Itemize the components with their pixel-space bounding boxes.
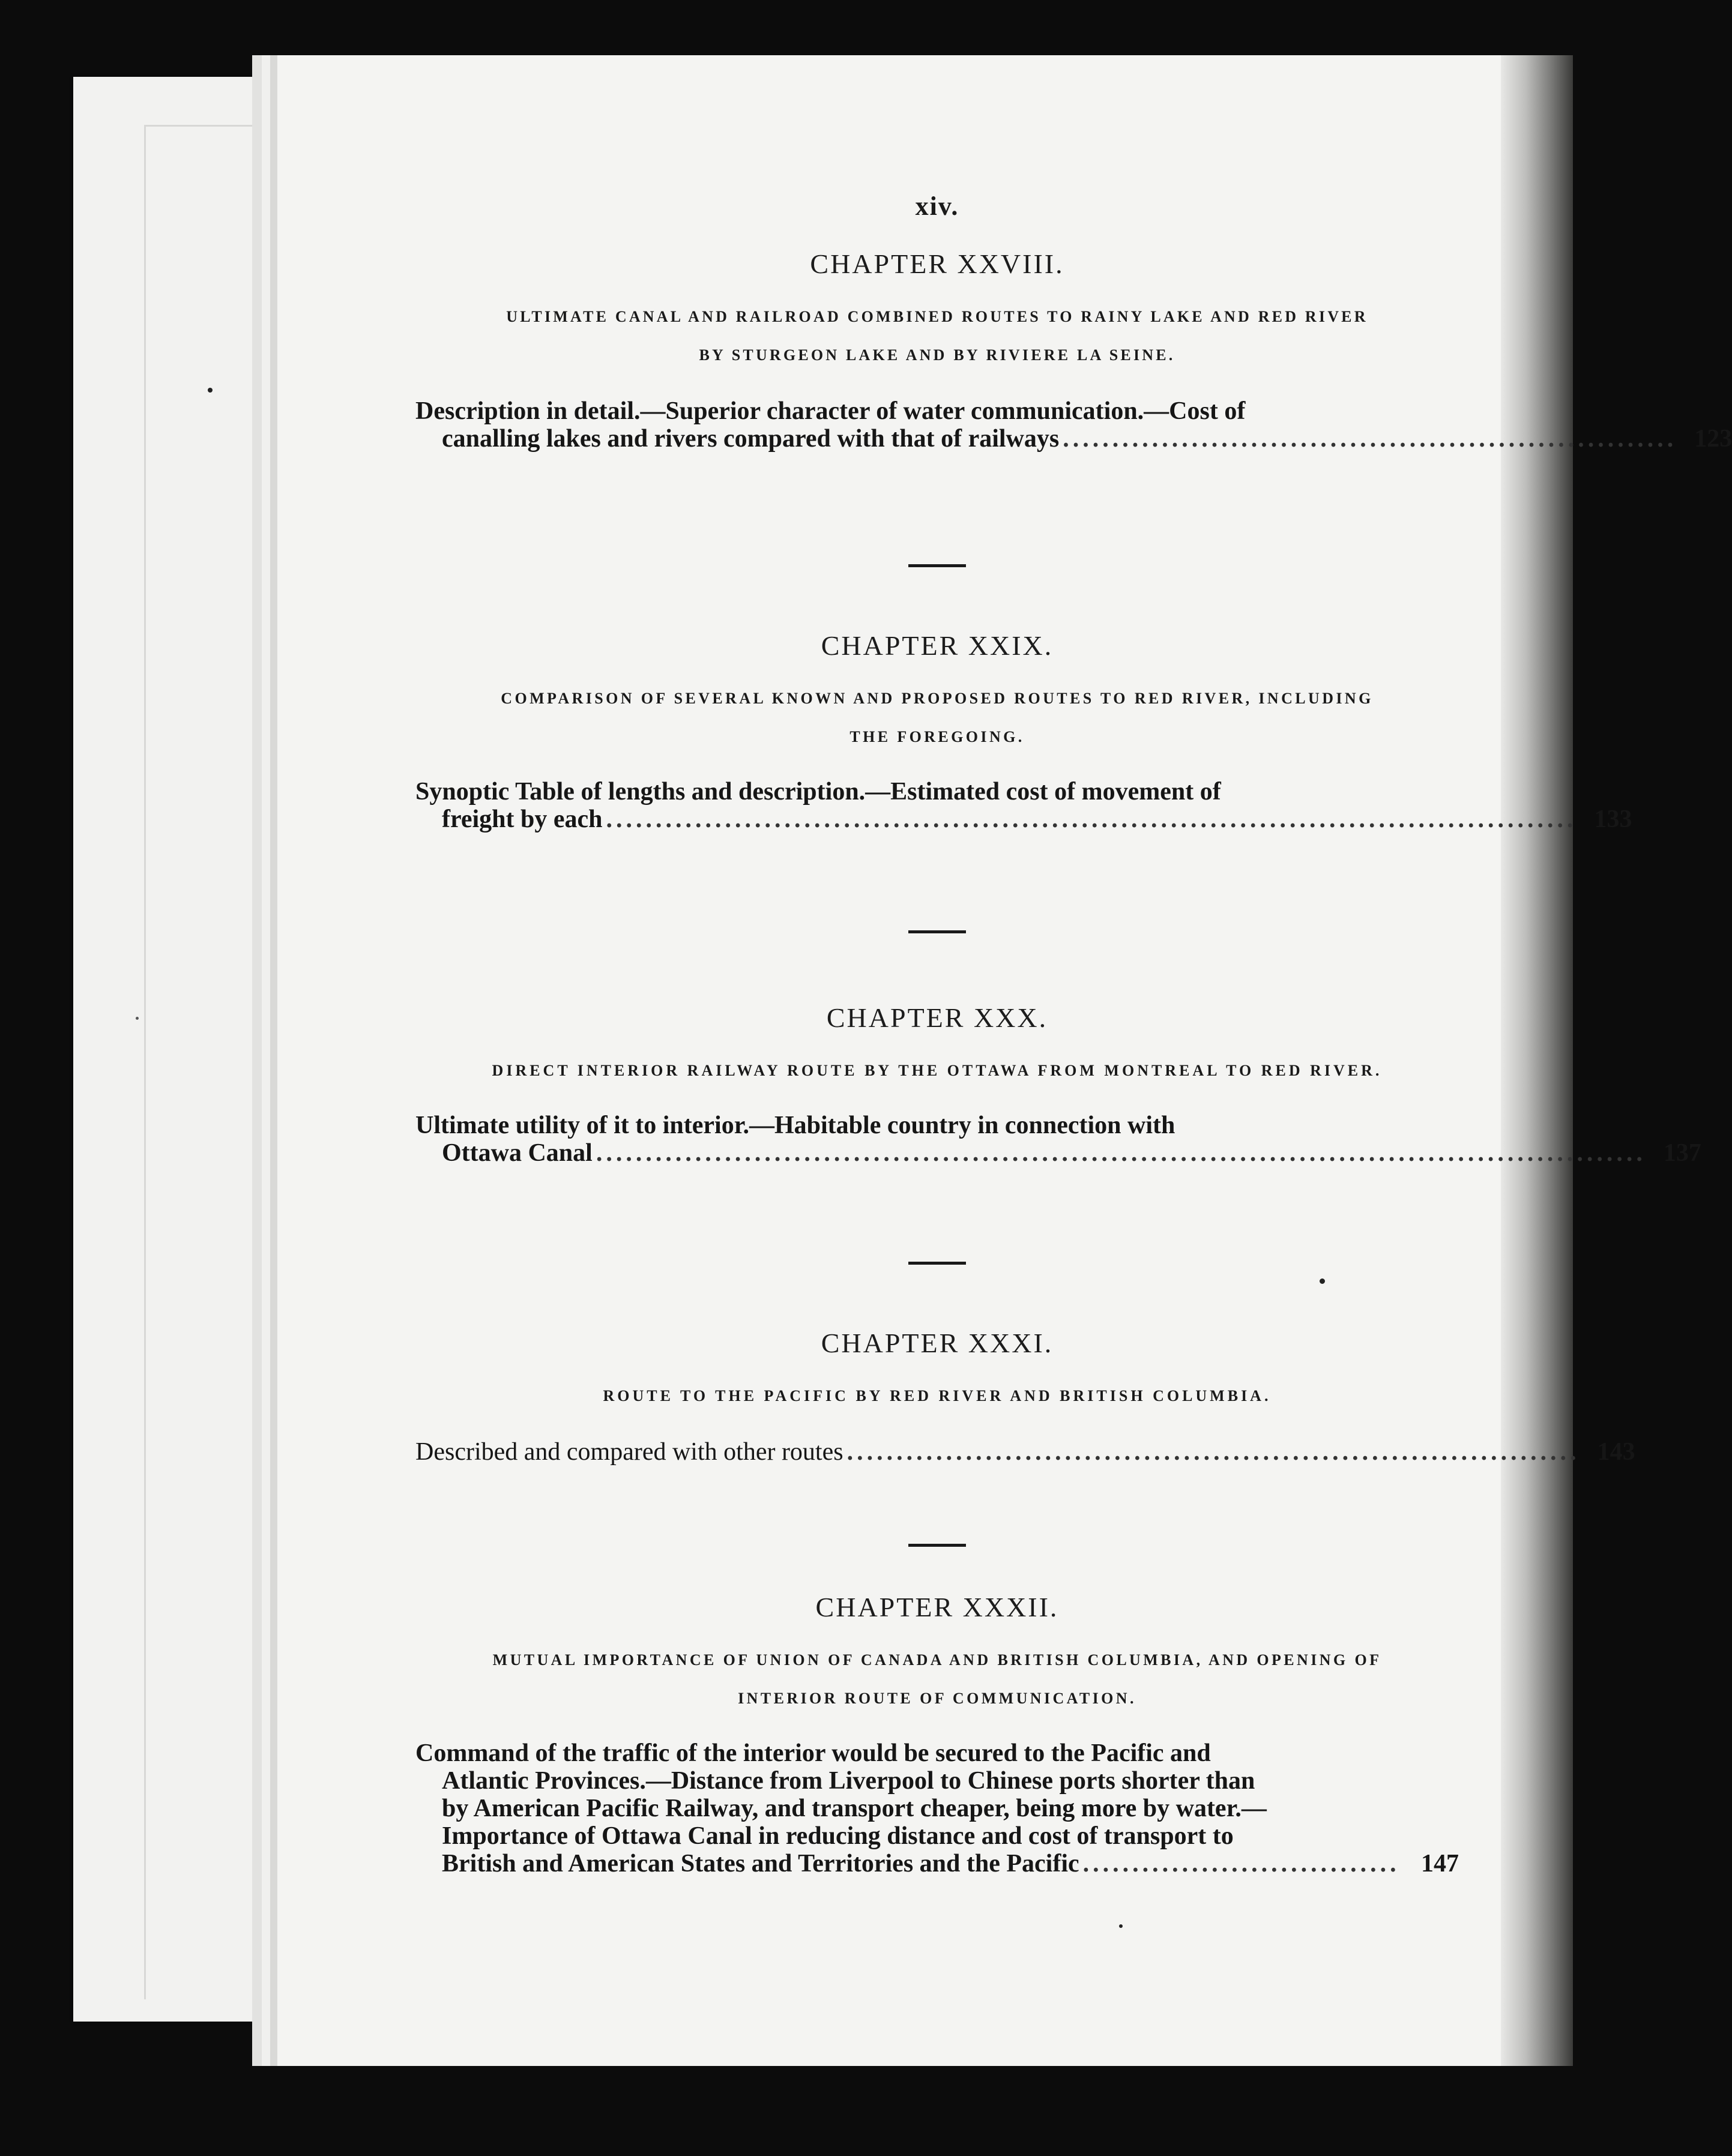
chapter-xxxi [415, 1326, 1635, 1466]
entry-line: Described and compared with other routes [415, 1438, 843, 1466]
chapter-xxviii [415, 247, 1732, 453]
scan-speck [1119, 1924, 1123, 1928]
chapter-title: CHAPTER XXX. [826, 1002, 1048, 1033]
chapter-entry [415, 1438, 1635, 1466]
book-page [252, 55, 1732, 2066]
chapter-title: CHAPTER XXXII. [815, 1592, 1059, 1622]
subtitle-line: BY STURGEON LAKE AND BY RIVIERE LA SEINE. [699, 346, 1175, 364]
dot-leader: .......................................................................... [846, 1438, 1580, 1466]
subtitle-line: INTERIOR ROUTE OF COMMUNICATION. [738, 1690, 1136, 1707]
page-number: 147 [1421, 1850, 1459, 1877]
page-number: 133 [1594, 805, 1632, 833]
page-number: 143 [1597, 1438, 1635, 1466]
entry-last-line [415, 1139, 1701, 1167]
entry-last-line [415, 1850, 1459, 1877]
entry-last-line [415, 425, 1732, 453]
entry-line: Ultimate utility of it to interior.—Habitable country in connection with [415, 1112, 1175, 1139]
section-divider [908, 564, 966, 567]
entry-line: Synoptic Table of lengths and description.—Estimated cost of movement of [415, 778, 1221, 805]
chapter-xxix [415, 629, 1632, 833]
chapter-entry [415, 397, 1732, 453]
page-number: 123 [1694, 425, 1732, 453]
subtitle-line: THE FOREGOING. [849, 728, 1025, 745]
chapter-title: CHAPTER XXXI. [821, 1328, 1054, 1358]
entry-line: canalling lakes and rivers compared with that of railways [442, 425, 1060, 453]
chapter-entry [415, 778, 1632, 833]
section-divider [908, 1262, 966, 1265]
subtitle-line: COMPARISON OF SEVERAL KNOWN AND PROPOSED ROUTES TO RED RIVER, INCLUDING [501, 690, 1374, 707]
subtitle-line: DIRECT INTERIOR RAILWAY ROUTE BY THE OTTAWA FROM MONTREAL TO RED RIVER. [492, 1062, 1383, 1079]
page-number: 137 [1663, 1139, 1701, 1167]
entry-line: freight by each [442, 805, 603, 833]
dot-leader: .................................................................................................. [606, 805, 1577, 833]
entry-line: by American Pacific Railway, and transport cheaper, being more by water.— [442, 1795, 1267, 1822]
subtitle-line: ROUTE TO THE PACIFIC BY RED RIVER AND BRITISH COLUMBIA. [603, 1387, 1272, 1405]
chapter-subtitle [415, 298, 1459, 375]
entry-line: Description in detail.—Superior character of water communication.—Cost of [415, 397, 1246, 425]
section-divider [908, 930, 966, 933]
scan-speck [136, 1017, 139, 1020]
chapter-entry [415, 1112, 1701, 1167]
scan-speck [1320, 1278, 1325, 1284]
chapter-subtitle [415, 679, 1459, 756]
table-of-contents [415, 55, 1732, 2066]
chapter-xxxii [415, 1591, 1459, 1877]
chapter-title: CHAPTER XXIX. [821, 630, 1054, 661]
chapter-subtitle [415, 1377, 1459, 1415]
entry-last-line [415, 1438, 1635, 1466]
chapter-entry [415, 1739, 1459, 1877]
page-binding-shadow [1501, 55, 1573, 2066]
entry-line: Atlantic Provinces.—Distance from Liverpool to Chinese ports shorter than [442, 1767, 1255, 1795]
page-folio: xiv. [915, 191, 959, 221]
entry-line: Command of the traffic of the interior would be secured to the Pacific and [415, 1739, 1211, 1767]
chapter-subtitle [415, 1641, 1459, 1718]
entry-line: British and American States and Territories and the Pacific [442, 1850, 1079, 1877]
underlying-sheet [73, 77, 271, 2022]
chapter-xxx [415, 1001, 1701, 1167]
chapter-subtitle [415, 1052, 1459, 1090]
section-divider [908, 1544, 966, 1547]
chapter-title: CHAPTER XXVIII. [810, 248, 1064, 279]
dot-leader: .......................................................................................................... [596, 1139, 1646, 1167]
subtitle-line: MUTUAL IMPORTANCE OF UNION OF CANADA AND BRITISH COLUMBIA, AND OPENING OF [492, 1651, 1382, 1669]
entry-last-line [415, 805, 1632, 833]
dot-leader: ................................ [1082, 1850, 1400, 1877]
dot-leader: .............................................................. [1063, 425, 1677, 453]
subtitle-line: ULTIMATE CANAL AND RAILROAD COMBINED ROUTES TO RAINY LAKE AND RED RIVER [506, 308, 1368, 325]
scan-speck [208, 388, 213, 393]
entry-line: Importance of Ottawa Canal in reducing distance and cost of transport to [442, 1822, 1234, 1850]
entry-line: Ottawa Canal [442, 1139, 593, 1167]
